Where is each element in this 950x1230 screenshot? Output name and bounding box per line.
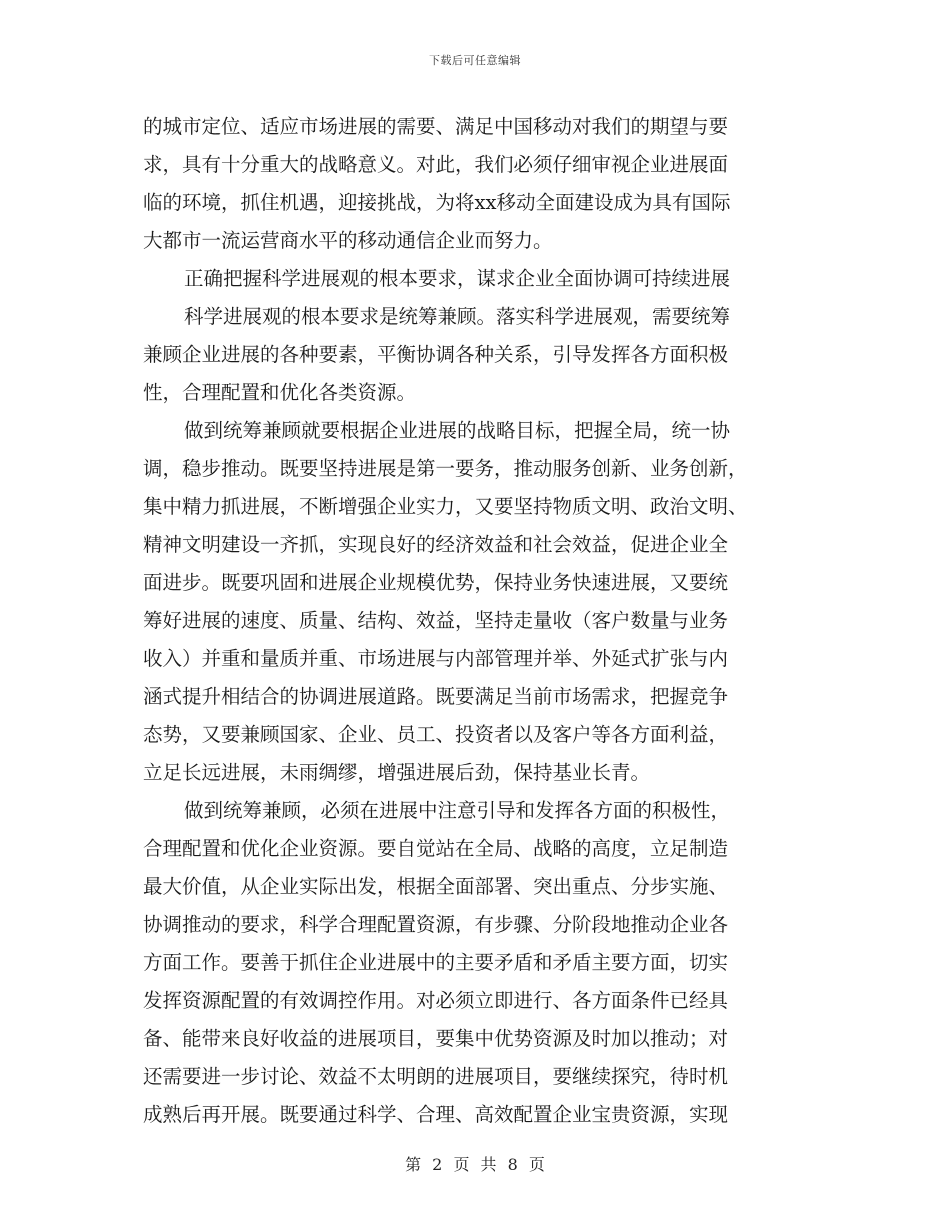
- text-line: 态势，又要兼顾国家、企业、员工、投资者以及客户等各方面利益，: [143, 723, 729, 746]
- text-line: 筹好进展的速度、质量、结构、效益，坚持走量收（客户数量与业务: [143, 609, 729, 632]
- text-line: 集中精力抓进展，不断增强企业实力，又要坚持物质文明、政治文明、: [143, 495, 748, 518]
- text-line: 的城市定位、适应市场进展的需要、满足中国移动对我们的期望与要: [143, 115, 729, 138]
- paragraph-start: 做到统筹兼顾就要根据企业进展的战略目标，把握全局，统一协: [184, 419, 731, 442]
- paragraph-start: 做到统筹兼顾，必须在进展中注意引导和发挥各方面的积极性，: [184, 799, 731, 822]
- text-line: 发挥资源配置的有效调控作用。对必须立即进行、各方面条件已经具: [143, 989, 729, 1012]
- text-line: 方面工作。要善于抓住企业进展中的主要矛盾和矛盾主要方面，切实: [143, 951, 729, 974]
- text-line: 备、能带来良好收益的进展项目，要集中优势资源及时加以推动；对: [143, 1027, 729, 1050]
- text-line: 面进步。既要巩固和进展企业规模优势，保持业务快速进展，又要统: [143, 571, 729, 594]
- page-number-footer: 第 2 页 共 8 页: [405, 1155, 545, 1174]
- text-line: 最大价值，从企业实际出发，根据全面部署、突出重点、分步实施、: [143, 875, 729, 898]
- text-line: 性，合理配置和优化各类资源。: [143, 381, 417, 404]
- paragraph-start: 科学进展观的根本要求是统筹兼顾。落实科学进展观，需要统筹: [184, 305, 731, 328]
- text-line: 还需要进一步讨论、效益不太明朗的进展项目，要继续探究，待时机: [143, 1065, 729, 1088]
- text-line: 合理配置和优化企业资源。要自觉站在全局、战略的高度，立足制造: [143, 837, 729, 860]
- text-line: 立足长远进展，未雨绸缪，增强进展后劲，保持基业长青。: [143, 761, 651, 784]
- page-header: 下载后可任意编辑: [429, 54, 521, 67]
- text-line: 精神文明建设一齐抓，实现良好的经济效益和社会效益，促进企业全: [143, 533, 729, 556]
- text-line: 求，具有十分重大的战略意义。对此，我们必须仔细审视企业进展面: [143, 153, 729, 176]
- text-line: 收入）并重和量质并重、市场进展与内部管理并举、外延式扩张与内: [143, 647, 729, 670]
- section-heading: 正确把握科学进展观的根本要求，谋求企业全面协调可持续进展: [184, 267, 731, 290]
- text-line: 临的环境，抓住机遇，迎接挑战，为将xx移动全面建设成为具有国际: [143, 191, 731, 214]
- text-line: 协调推动的要求，科学合理配置资源，有步骤、分阶段地推动企业各: [143, 913, 729, 936]
- text-line: 大都市一流运营商水平的移动通信企业而努力。: [143, 229, 553, 252]
- text-line: 调，稳步推动。既要坚持进展是第一要务，推动服务创新、业务创新，: [143, 457, 748, 480]
- document-body: [143, 108, 807, 1134]
- text-line: 兼顾企业进展的各种要素，平衡协调各种关系，引导发挥各方面积极: [143, 343, 729, 366]
- text-line: 成熟后再开展。既要通过科学、合理、高效配置企业宝贵资源，实现: [143, 1103, 729, 1126]
- text-line: 涵式提升相结合的协调进展道路。既要满足当前市场需求，把握竞争: [143, 685, 729, 708]
